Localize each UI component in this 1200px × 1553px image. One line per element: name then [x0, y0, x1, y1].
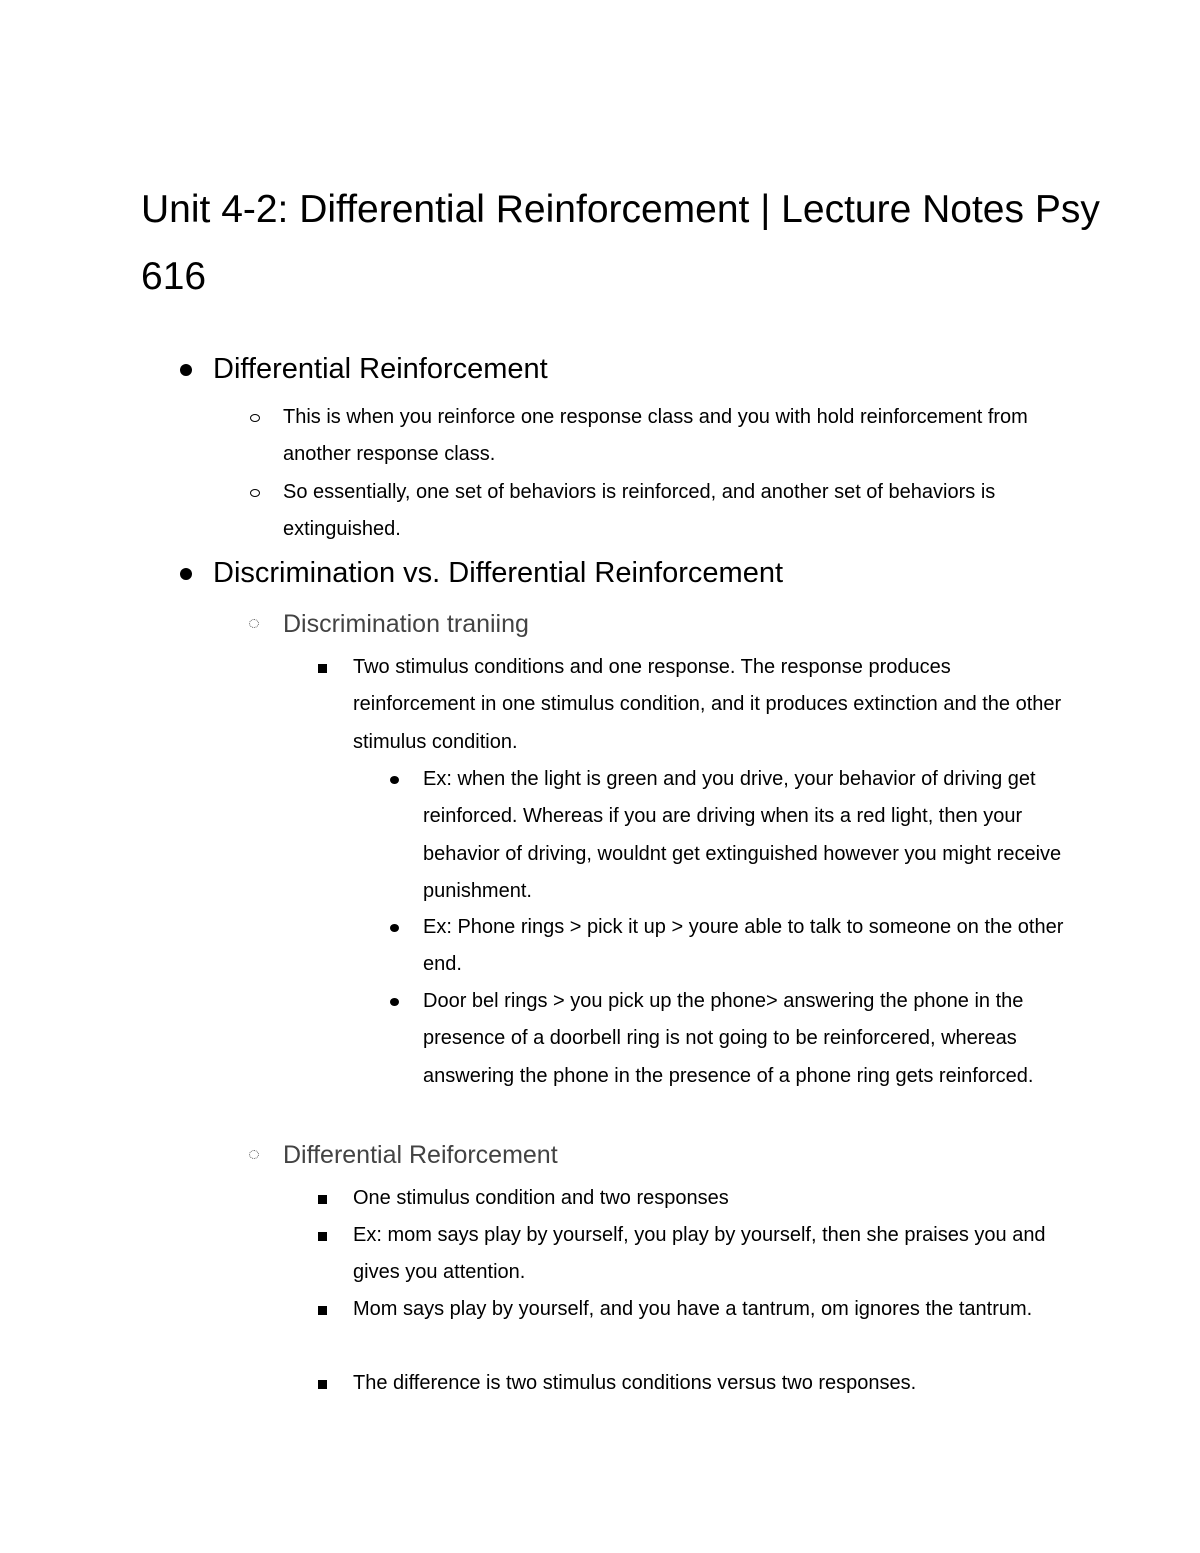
square-bullet-icon — [318, 1195, 327, 1204]
section-heading: Differential Reinforcement — [213, 353, 548, 385]
list-item-text: Ex: when the light is green and you drive, your behavior of driving get reinforced. Whereas if you are driving when its a red light, then your behavior of driving, wouldnt get extinguished however you might receive punishment. — [423, 768, 1062, 902]
subsection-heading: Differential Reiforcement — [283, 1141, 558, 1169]
list-item-text: Door bel rings > you pick up the phone> answering the phone in the presence of a doorbell ring is not going to be reinforcered, whereas answering the phone in the presence of a phone ring gets reinforced. — [423, 990, 1034, 1087]
square-bullet-icon — [318, 664, 327, 673]
list-item-text: Two stimulus conditions and one response. The response produces reinforcement in one stimulus condition, and it produces extinction and the other stimulus condition. — [353, 656, 1062, 753]
dot-bullet-icon — [390, 924, 399, 932]
dot-bullet-icon — [390, 998, 399, 1006]
list-item-text: So essentially, one set of behaviors is reinforced, and another set of behaviors is extinguished. — [283, 481, 996, 541]
section-heading: Discrimination vs. Differential Reinforcement — [213, 557, 784, 589]
list-item-text: One stimulus condition and two responses — [353, 1187, 729, 1209]
list-item-text: Ex: Phone rings > pick it up > youre able to talk to someone on the other end. — [423, 916, 1064, 976]
filled-bullet-icon — [180, 364, 192, 376]
dot-bullet-icon — [390, 776, 399, 784]
dotted-circle-bullet-icon — [249, 619, 259, 628]
dotted-circle-bullet-icon — [249, 1150, 259, 1159]
filled-bullet-icon — [180, 568, 192, 580]
list-item-text: The difference is two stimulus conditions versus two responses. — [353, 1372, 917, 1394]
square-bullet-icon — [318, 1380, 327, 1389]
square-bullet-icon — [318, 1306, 327, 1315]
hollow-circle-bullet-icon — [250, 414, 260, 422]
square-bullet-icon — [318, 1232, 327, 1241]
subsection-heading: Discrimination traniing — [283, 610, 529, 638]
list-item-text: Mom says play by yourself, and you have a tantrum, om ignores the tantrum. — [353, 1298, 1033, 1320]
list-item-text: This is when you reinforce one response class and you with hold reinforcement from another response class. — [283, 406, 1028, 466]
page-title: Unit 4-2: Differential Reinforcement | Lecture Notes Psy 616 — [141, 188, 1100, 298]
hollow-circle-bullet-icon — [250, 489, 260, 497]
list-item-text: Ex: mom says play by yourself, you play by yourself, then she praises you and gives you attention. — [353, 1224, 1046, 1284]
